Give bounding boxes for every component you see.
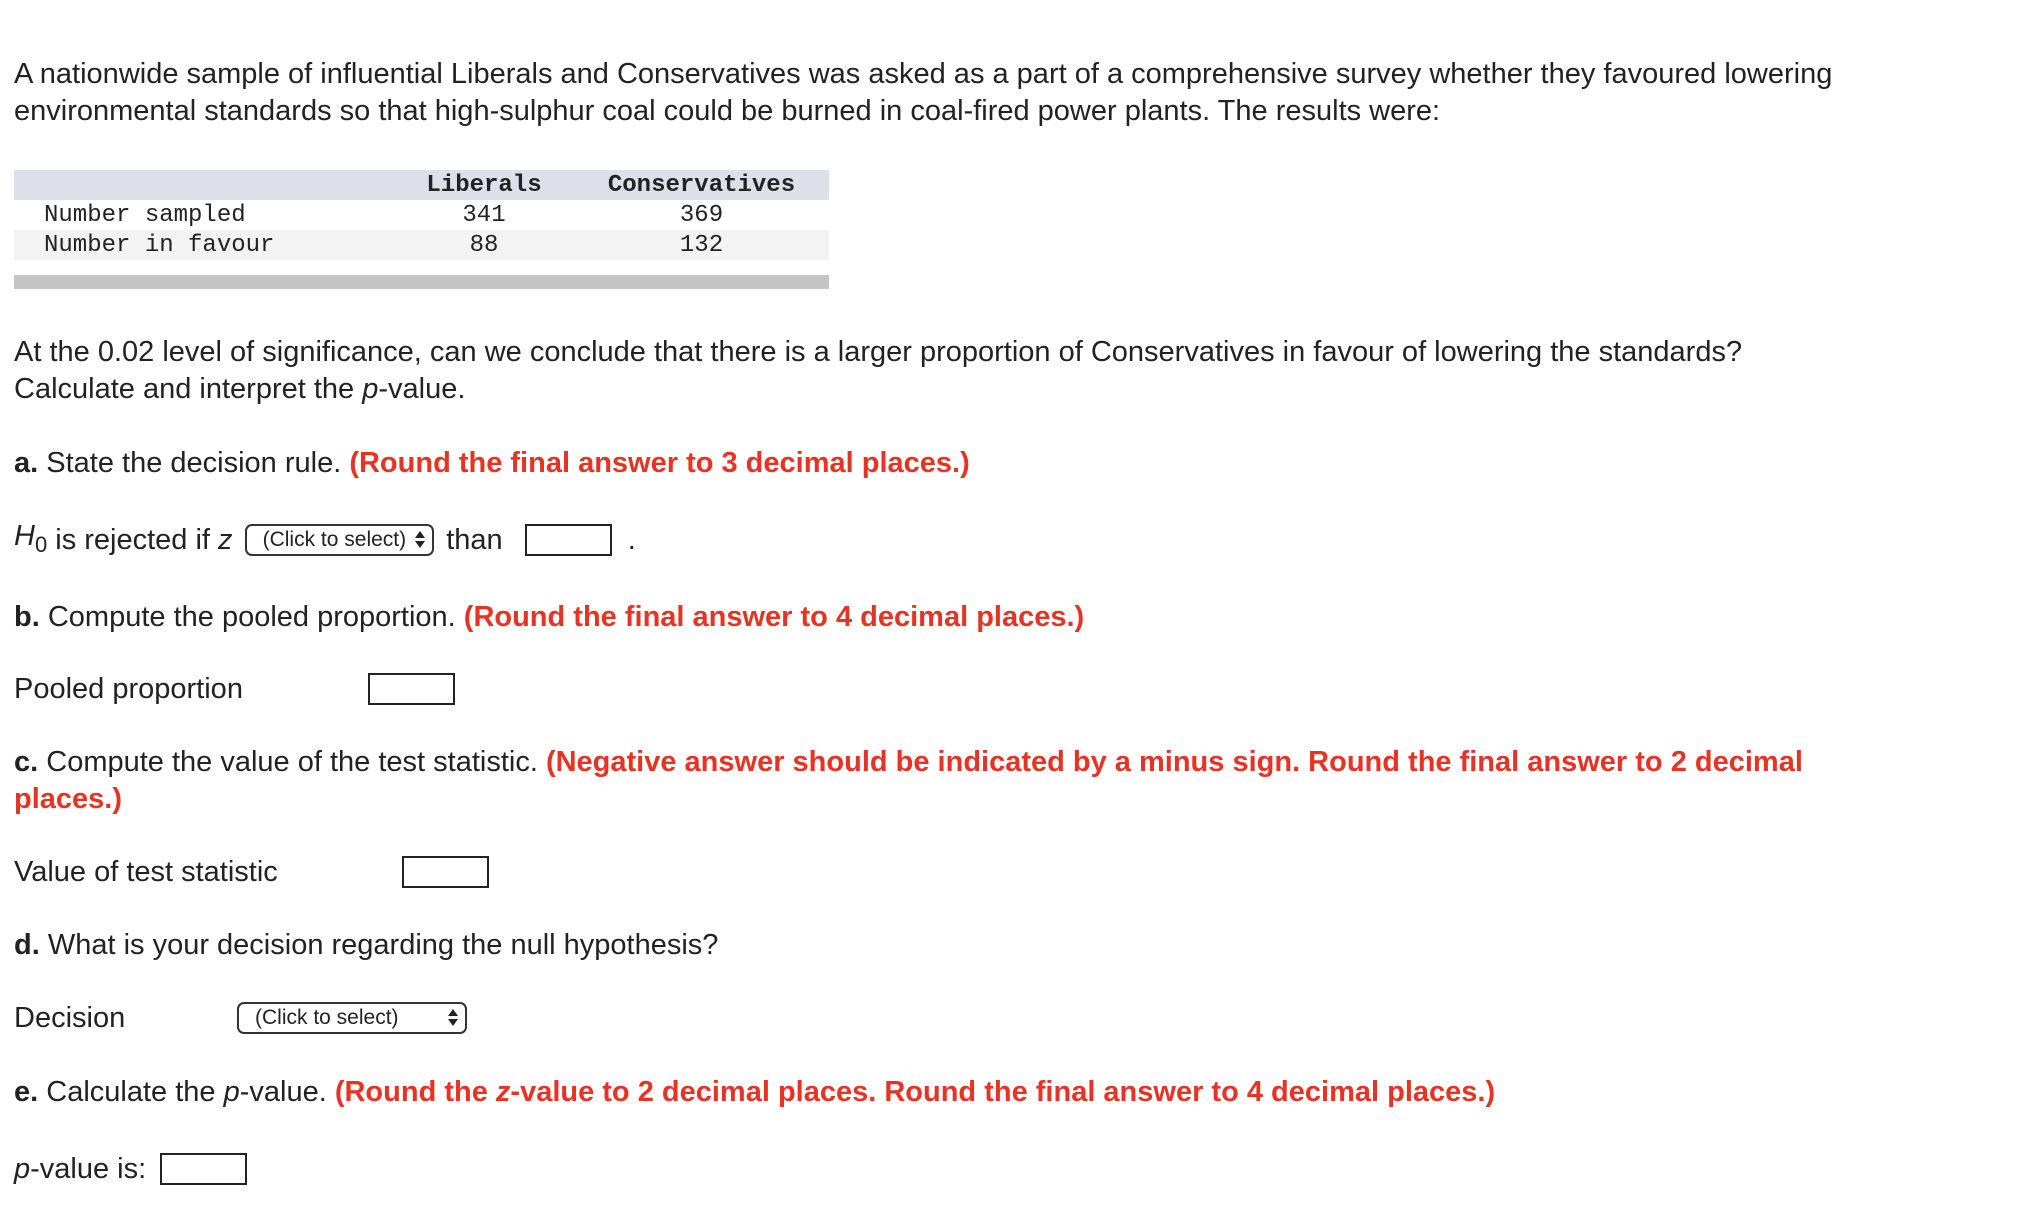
- p-value-input[interactable]: [160, 1153, 247, 1185]
- table-row: [14, 200, 829, 230]
- pooled-proportion-row: [14, 668, 455, 708]
- part-c-note: (Negative answer should be indicated by a minus sign. Round the final answer to 2 decimal places.): [14, 746, 1803, 815]
- table-header-conservatives: Conservatives: [574, 170, 829, 200]
- part-c-letter: c.: [14, 746, 39, 778]
- pooled-proportion-label: Pooled proportion: [14, 673, 243, 706]
- row-label: Number sampled: [14, 200, 394, 230]
- h0-label: $H_0$: [14, 520, 48, 557]
- cell-value: 341: [394, 200, 574, 230]
- part-a-letter: a.: [14, 447, 39, 479]
- select-arrows-icon: [447, 1007, 459, 1029]
- test-statistic-input[interactable]: [402, 856, 489, 888]
- cell-value: 88: [394, 230, 574, 260]
- comparison-select[interactable]: (Click to select): [245, 524, 435, 556]
- part-d-heading: d. What is your decision regarding the null hypothesis?: [14, 929, 719, 961]
- p-value-row: [14, 1148, 247, 1188]
- part-b-note: (Round the final answer to 4 decimal places.): [463, 601, 1085, 633]
- data-table: [14, 170, 829, 260]
- decision-row: [14, 997, 467, 1037]
- table-header-blank: [14, 170, 394, 200]
- part-e-heading: e. Calculate the p-value. (Round the z-value to 2 decimal places. Round the final answer to 4 decimal places.): [14, 1076, 1496, 1108]
- part-d-letter: d.: [14, 929, 40, 961]
- decision-rule-row: $H_0$ is rejected if z (Click to select) than .: [14, 516, 636, 556]
- test-statistic-label: Value of test statistic: [14, 856, 278, 889]
- table-header-row: [14, 170, 829, 200]
- test-statistic-row: [14, 851, 489, 891]
- decision-label: Decision: [14, 1002, 126, 1035]
- part-e-note: (Round the z-value to 2 decimal places. Round the final answer to 4 decimal places.): [334, 1076, 1496, 1108]
- z-symbol: z: [218, 524, 233, 557]
- intro-text: A nationwide sample of influential Liberals and Conservatives was asked as a part of a comprehensive survey whether they favoured lowering environmental standards so that high-sulphur coal could be burned in coal-fired power plants. The results were:: [14, 58, 1833, 127]
- part-a-heading: a. State the decision rule. (Round the final answer to 3 decimal places.): [14, 447, 970, 479]
- part-b-heading: b. Compute the pooled proportion. (Round the final answer to 4 decimal places.): [14, 601, 1085, 633]
- table-footer-bar: [14, 275, 829, 289]
- pooled-proportion-input[interactable]: [368, 673, 455, 705]
- select-arrows-icon: [414, 529, 426, 551]
- table-row: [14, 230, 829, 260]
- than-label: than: [446, 524, 503, 557]
- cell-value: 132: [574, 230, 829, 260]
- question-text: At the 0.02 level of significance, can we conclude that there is a larger proportion of Conservatives in favour of lowering the standards? Calculate and interpret the p-value.: [14, 336, 1743, 405]
- p-value-label: p-value is:: [14, 1153, 147, 1186]
- critical-value-input[interactable]: [525, 524, 612, 556]
- row-label: Number in favour: [14, 230, 394, 260]
- part-e-letter: e.: [14, 1076, 39, 1108]
- part-a-note: (Round the final answer to 3 decimal places.): [349, 447, 970, 479]
- decision-select[interactable]: (Click to select): [237, 1002, 467, 1034]
- part-b-letter: b.: [14, 601, 40, 633]
- cell-value: 369: [574, 200, 829, 230]
- table-header-liberals: Liberals: [394, 170, 574, 200]
- part-c-heading: c. Compute the value of the test statistic. (Negative answer should be indicated by a minus sign. Round the final answer to 2 decimal places.): [14, 746, 1803, 815]
